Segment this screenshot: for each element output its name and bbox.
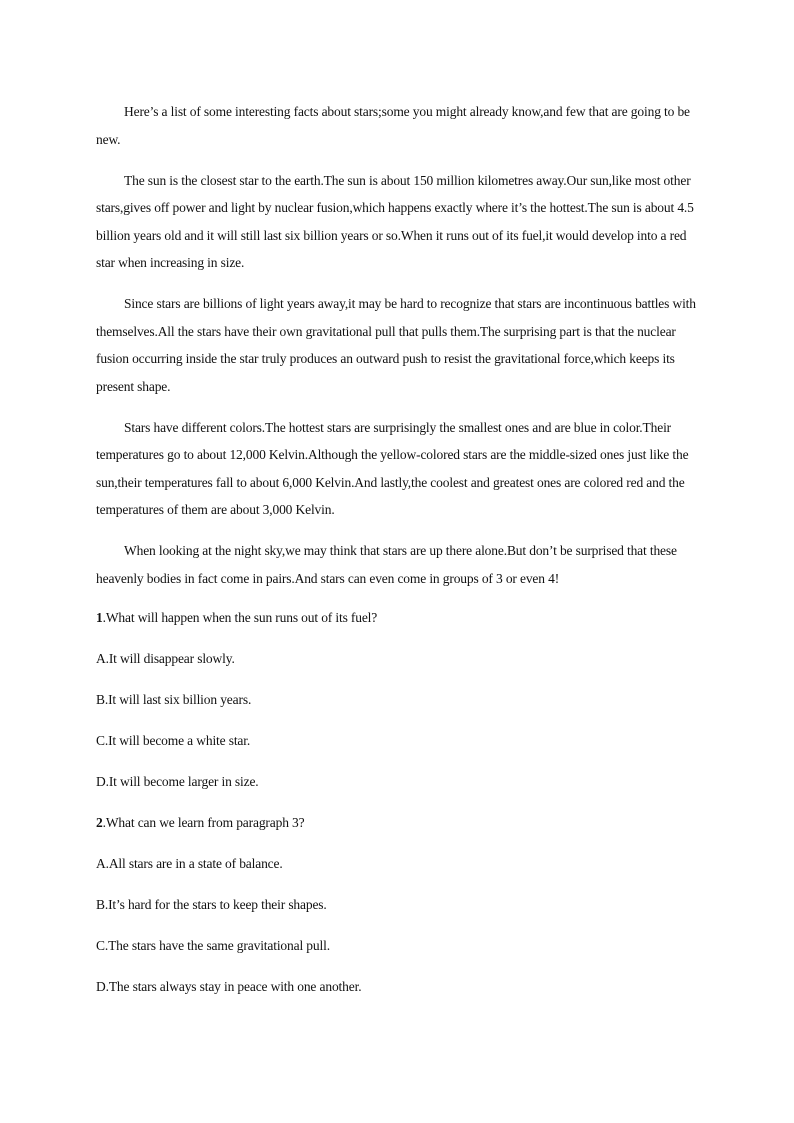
answer-option-a: A.All stars are in a state of balance. [96, 856, 283, 871]
answer-option-b: B.It will last six billion years. [96, 692, 252, 707]
answer-option-d: D.It will become larger in size. [96, 774, 259, 789]
answer-option-a: A.It will disappear slowly. [96, 651, 235, 666]
reading-passage [96, 98, 700, 606]
question-number: 2 [96, 815, 103, 830]
passage-paragraph-5: When looking at the night sky,we may think that stars are up there alone.But don’t be surprised that these heavenly bodies in fact come in pairs.And stars can even come in groups of 3 or even 4! [96, 543, 677, 586]
question-stem [96, 809, 700, 837]
question-list [96, 604, 700, 1014]
passage-paragraph-3: Since stars are billions of light years away,it may be hard to recognize that stars are incontinuous battles with themselves.All the stars have their own gravitational pull that pulls them.The surprising part is that the nuclear fusion occurring inside the star truly produces an outward push to resist the gravitational force,which keeps its present shape. [96, 296, 696, 394]
answer-option-c: C.The stars have the same gravitational pull. [96, 938, 330, 953]
question-text: .What will happen when the sun runs out of its fuel? [102, 610, 378, 625]
question-1 [96, 604, 700, 796]
passage-paragraph-4: Stars have different colors.The hottest stars are surprisingly the smallest ones and are blue in color.Their temperatures go to about 12,000 Kelvin.Although the yellow-colored stars are the middle-sized ones just like the sun,their temperatures fall to about 6,000 Kelvin.And lastly,the coolest and greatest ones are colored red and the temperatures of them are about 3,000 Kelvin. [96, 419, 689, 517]
passage-paragraph-1: Here’s a list of some interesting facts about stars;some you might already know,and few that are going to be new. [96, 104, 690, 147]
passage-paragraph-2: The sun is the closest star to the earth.The sun is about 150 million kilometres away.Our sun,like most other stars,gives off power and light by nuclear fusion,which happens exactly where it’s the hottest.The sun is about 4.5 billion years old and it will still last six billion years or so.When it runs out of its fuel,it would develop into a red star when increasing in size. [96, 172, 694, 270]
answer-option-d: D.The stars always stay in peace with one another. [96, 979, 362, 994]
question-number: 1 [96, 610, 103, 625]
answer-option-c: C.It will become a white star. [96, 733, 251, 748]
question-stem [96, 604, 700, 632]
answer-option-b: B.It’s hard for the stars to keep their shapes. [96, 897, 327, 912]
question-text: .What can we learn from paragraph 3? [102, 815, 305, 830]
question-2 [96, 809, 700, 1001]
